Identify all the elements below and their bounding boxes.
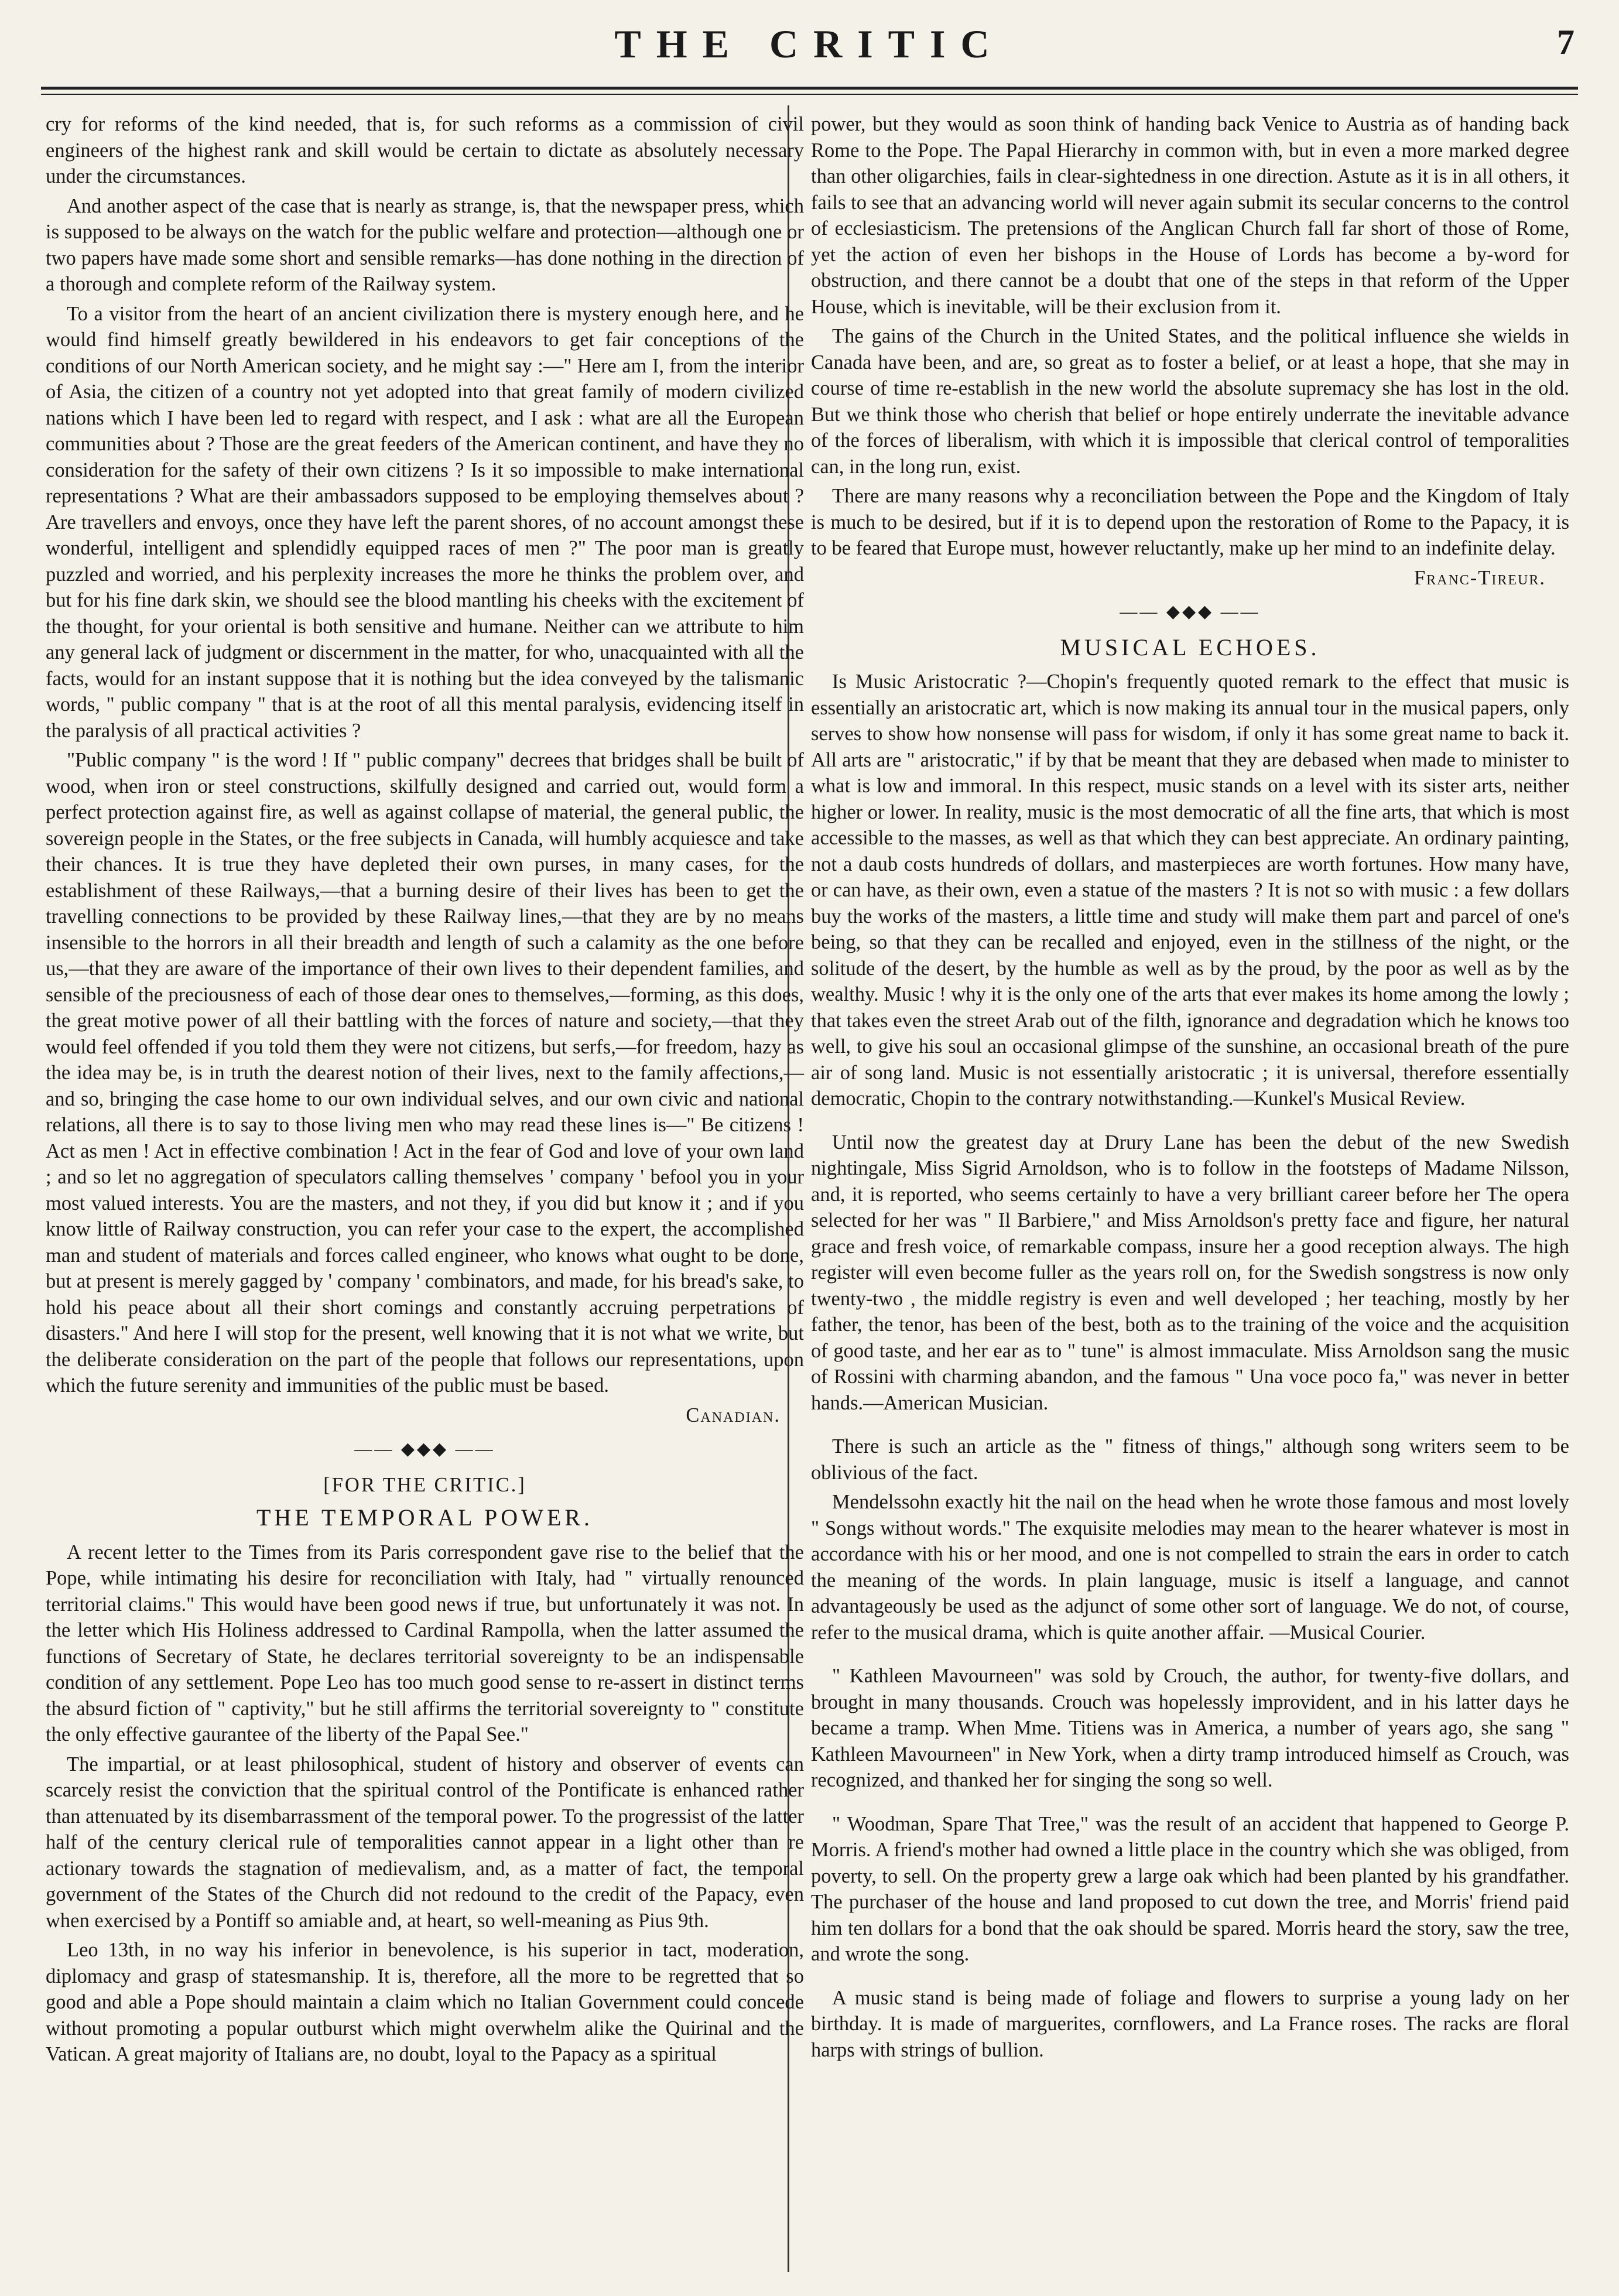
article-heading-temporal-power: THE TEMPORAL POWER.	[256, 1504, 594, 1531]
paragraph: There is such an article as the " fitness of things," although song writers seem to be oblivious of the fact.	[811, 1435, 1569, 1484]
paragraph: Leo 13th, in no way his inferior in benevolence, is his superior in tact, moderation, diplomacy and grasp of statesmanship. It is, therefore, all the more to be regretted that so good and able a Pope should maintain a claim which no Italian Government could concede without promoting a popular outburst which might overwhelm alike the Quirinal and the Vatican. A great majority of Italians are, no doubt, loyal to the Papacy as a spiritual	[46, 1939, 804, 2065]
paragraph: Is Music Aristocratic ?—Chopin's frequently quoted remark to the effect that music is essentially an aristocratic art, which is now making its annual tour in the musical papers, only serves to show how nonsense will pass for wisdom, if only it has some great name to back it. All arts are " aristocratic," if by that be meant that they are debased when made to minister to what is low and immoral. In this respect, music stands on a level with its sister arts, neither higher or lower. In reality, music is the most democratic of all the fine arts, that which is most accessible to the masses, as well as that which they can best appreciate. An ordinary painting, not a daub costs hundreds of dollars, and masterpieces are worth fortunes. How many have, or can have, as their own, even a statue of the masters ? It is not so with music : a few dollars buy the works of the masters, a little time and study will make them part and parcel of one's being, so that they can be recalled and enjoyed, even in the stillness of the night, or the solitude of the desert, by the humble as well as by the proud, by the poor as well as by the wealthy. Music ! why it is the only one of the arts that ever makes its home among the lowly ; that takes even the street Arab out of the filth, ignorance and degradation which he knows too well, to give his soul an occasional glimpse of the sunshine, an occasional breath of the pure air of song land. Music is not essentially aristocratic ; it is universal, therefore essentially democratic, Chopin to the contrary notwithstanding.—Kunkel's Musical Review.	[811, 670, 1569, 1110]
paragraph: To a visitor from the heart of an ancient civilization there is mystery enough here, and he would find himself greatly bewildered in his endeavors to get fair conceptions of the conditions of our North American society, and he might say :—" Here am I, from the interior of Asia, the citizen of a country not yet adopted into that great family of modern civilized nations which I have been led to regard with respect, and I ask : what are all the European communities about ? Those are the great feeders of the American continent, and have they no consideration for the safety of their own citizens ? Is it so impossible to make international representations ? What are their ambassadors supposed to be employing themselves about ? Are travellers and envoys, once they have left the parent shores, of no account amongst these wonderful, intelligent and splendidly equipped races of men ?" The poor man is greatly puzzled and worried, and his perplexity increases the more he thinks the problem over, and but for his fine dark skin, we should see the blood mantling his cheeks with the excitement of the thought, for your oriental is both sensitive and humane. Neither can we attribute to him any general lack of judgment or discernment in the matter, for who, unacquainted with all the facts, would for an instant suppose that it is nothing but the idea conveyed by the talismanic words, " public company " that is at the root of all this mental paralysis, evidencing itself in the paralysis of all practical activities ?	[46, 302, 804, 742]
section-ornament: —— ◆◆◆ ——	[354, 1439, 495, 1459]
article-heading-musical-echoes: MUSICAL ECHOES.	[1060, 634, 1320, 661]
page-number: 7	[1557, 23, 1574, 61]
paragraph: "Public company " is the word ! If " public company" decrees that bridges shall be built of wood, when iron or steel constructions, skilfully designed and carried out, would form a perfect protection against fire, as well as against collapse of material, the general public, the sovereign people in the States, or the free subjects in Canada, will humbly acquiesce and take their chances. It is true they have depleted their own purses, in many cases, for the establishment of these Railways,—that a burning desire of their lives has been to get the travelling connections to be provided by these Railway lines,—that they are by no means insensible to the horrors in all their breadth and length of such a calamity as the one before us,—that they are aware of the importance of their own lives to their dependent families, and sensible of the preciousness of each of those dear ones to themselves,—forming, as this does, the great motive power of all their battling with the forces of nature and society,—that they would feel offended if you told them they were not citizens, but serfs,—for freedom, hazy as the idea may be, is in truth the dearest notion of their lives, next to the family affections,—and so, bringing the case home to our own individual selves, and our own civic and national relations, all there is to say to those living men who may read these lines is—" Be citizens ! Act as men ! Act in effective combination ! Act in the fear of God and love of your own land ; and so let no aggregation of speculators calling themselves ' company ' befool you in your most valued interests. You are the masters, and not they, if you did but know it ; and if you know little of Railway construction, you can refer your case to the expert, the accomplished man and student of materials and forces called engineer, who knows what ought to be done, but at present is merely gagged by ' company ' combinators, and made, for his bread's sake, to hold his peace about all their short comings and constantly accruing perpetrations of disasters." And here I will stop for the present, well knowing that it is not what we write, but the deliberate consideration on the part of the people that follows our representations, upon which the future serenity and immunities of the public must be based.	[46, 749, 804, 1397]
left-column	[46, 111, 804, 2071]
signature-canadian: Canadian.	[686, 1404, 781, 1426]
masthead-rule-thin	[41, 94, 1578, 95]
paragraph: The impartial, or at least philosophical, student of history and observer of events can scarcely resist the conviction that the spiritual control of the Pontificate is enhanced rather than attenuated by its disembarrassment of the temporal power. To the progressist of the latter half of the century clerical rule of temporalities cannot appear in a light other than re actionary towards the stagnation of medievalism, and, as a matter of fact, the temporal government of the States of the Church did not redound to the credit of the Papacy, even when exercised by a Pontiff so amiable and, at heart, so well-meaning as Pius 9th.	[46, 1753, 804, 1932]
signature-franc-tireur: Franc-Tireur.	[1413, 566, 1546, 589]
section-ornament: —— ◆◆◆ ——	[1120, 602, 1261, 621]
paragraph: power, but they would as soon think of handing back Venice to Austria as of handing back Rome to the Pope. The Papal Hierarchy in common with, but in even a more marked degree than other oligarchies, fails in clear-sightedness in one direction. Astute as it is in all others, it fails to see that an advancing world will never again submit its secular concerns to the control of ecclesiasticism. The pretensions of the Anglican Church fall far short of those of Rome, yet the action of even her bishops in the House of Lords has become a by-word for obstruction, and there cannot be a doubt that one of the steps in that reform of the Upper House, which is inevitable, will be their exclusion from it.	[811, 113, 1569, 318]
paragraph: A music stand is being made of foliage and flowers to surprise a young lady on her birthday. It is made of marguerites, cornflowers, and La France roses. The racks are floral harps with strings of bullion.	[811, 1986, 1569, 2061]
paragraph: " Woodman, Spare That Tree," was the result of an accident that happened to George P. Morris. A friend's mother had owned a little place in the country which she was obliged, from poverty, to sell. On the property grew a large oak which had been planted by his grandfather. The purchaser of the house and land proposed to cut down the tree, and Morris' friend paid him ten dollars for a bond that the oak should be spared. Morris heard the story, saw the tree, and wrote the song.	[811, 1812, 1569, 1965]
paragraph: And another aspect of the case that is nearly as strange, is, that the newspaper press, which is supposed to be always on the watch for the public welfare and protection—although one or two papers have made some short and sensible remarks—has done nothing in the direction of a thorough and complete reform of the Railway system.	[46, 194, 804, 295]
masthead-title: THE CRITIC	[614, 22, 1005, 66]
paragraph: Until now the greatest day at Drury Lane has been the debut of the new Swedish nightingale, Miss Sigrid Arnoldson, who is to follow in the footsteps of Madame Nilsson, and, it is reported, who seems certainly to have a very brilliant career before her The opera selected for her was " Il Barbiere," and Miss Arnoldson's pretty face and figure, her natural grace and fresh voice, of remarkable compass, insure her a good reception always. The high register will even become fuller as the years roll on, for the Swedish songstress is now only twenty-two , the middle registry is even and well developed ; her teaching, mostly by her father, the tenor, has been of the best, both as to the training of the voice and the acquisition of good taste, and her ear as to " tune" is almost immaculate. Miss Arnoldson sang the music of Rossini with charming abandon, and the famous " Una voce poco fa," was never in better hands.—American Musician.	[811, 1131, 1569, 1414]
paragraph: There are many reasons why a reconciliation between the Pope and the Kingdom of Italy is much to be desired, but if it is to depend upon the restoration of Rome to the Papacy, it is to be feared that Europe must, however reluctantly, make up her mind to an indefinite delay.	[811, 485, 1569, 559]
paragraph: The gains of the Church in the United States, and the political influence she wields in Canada have been, and are, so great as to foster a belief, or at least a hope, that she may in course of time re-establish in the new world the absolute supremacy she has lost in the old. But we think those who cherish that belief or hope entirely underrate the inevitable advance of the forces of liberalism, with which it is impossible that clerical control of temporalities can, in the long run, exist.	[811, 325, 1569, 478]
paragraph: " Kathleen Mavourneen" was sold by Crouch, the author, for twenty-five dollars, and brought in many thousands. Crouch was hopelessly improvident, and in his latter days he became a tramp. When Mme. Titiens was in America, a number of years ago, she sang " Kathleen Mavourneen" in New York, when a dirty tramp introduced himself as Crouch, was recognized, and thanked her for singing the song so well.	[811, 1665, 1569, 1791]
paragraph: cry for reforms of the kind needed, that is, for such reforms as a commission of civil engineers of the highest rank and skill would be certain to dictate as absolutely necessary under the circumstances.	[46, 113, 804, 187]
masthead	[41, 16, 1578, 81]
paragraph: Mendelssohn exactly hit the nail on the head when he wrote those famous and most lovely " Songs without words." The exquisite melodies may mean to the hearer whatever is most in accordance with his or her mood, and one is not compelled to strain the ears in order to catch the meaning of the words. In plain language, music is itself a language, and cannot advantageously be used as the adjunct of some other sort of language. We do not, of course, refer to the musical drama, which is quite another affair. —Musical Courier.	[811, 1491, 1569, 1644]
article-kicker: [FOR THE CRITIC.]	[323, 1473, 526, 1496]
paragraph: A recent letter to the Times from its Paris correspondent gave rise to the belief that the Pope, while intimating his desire for reconciliation with Italy, had " virtually renounced territorial claims." This would have been good news if true, but unfortunately it was not. In the letter which His Holiness addressed to Cardinal Rampolla, when the latter assumed the functions of Secretary of State, he declares territorial sovereignty to be an indispensable condition of any settlement. Pope Leo has too much good sense to re-assert in distinct terms the absurd fiction of " captivity," but he still affirms the territorial sovereignty to " constitute the only effective gaurantee of the liberty of the Papal See."	[46, 1541, 804, 1746]
masthead-rule	[41, 87, 1578, 90]
right-column	[811, 111, 1569, 2066]
